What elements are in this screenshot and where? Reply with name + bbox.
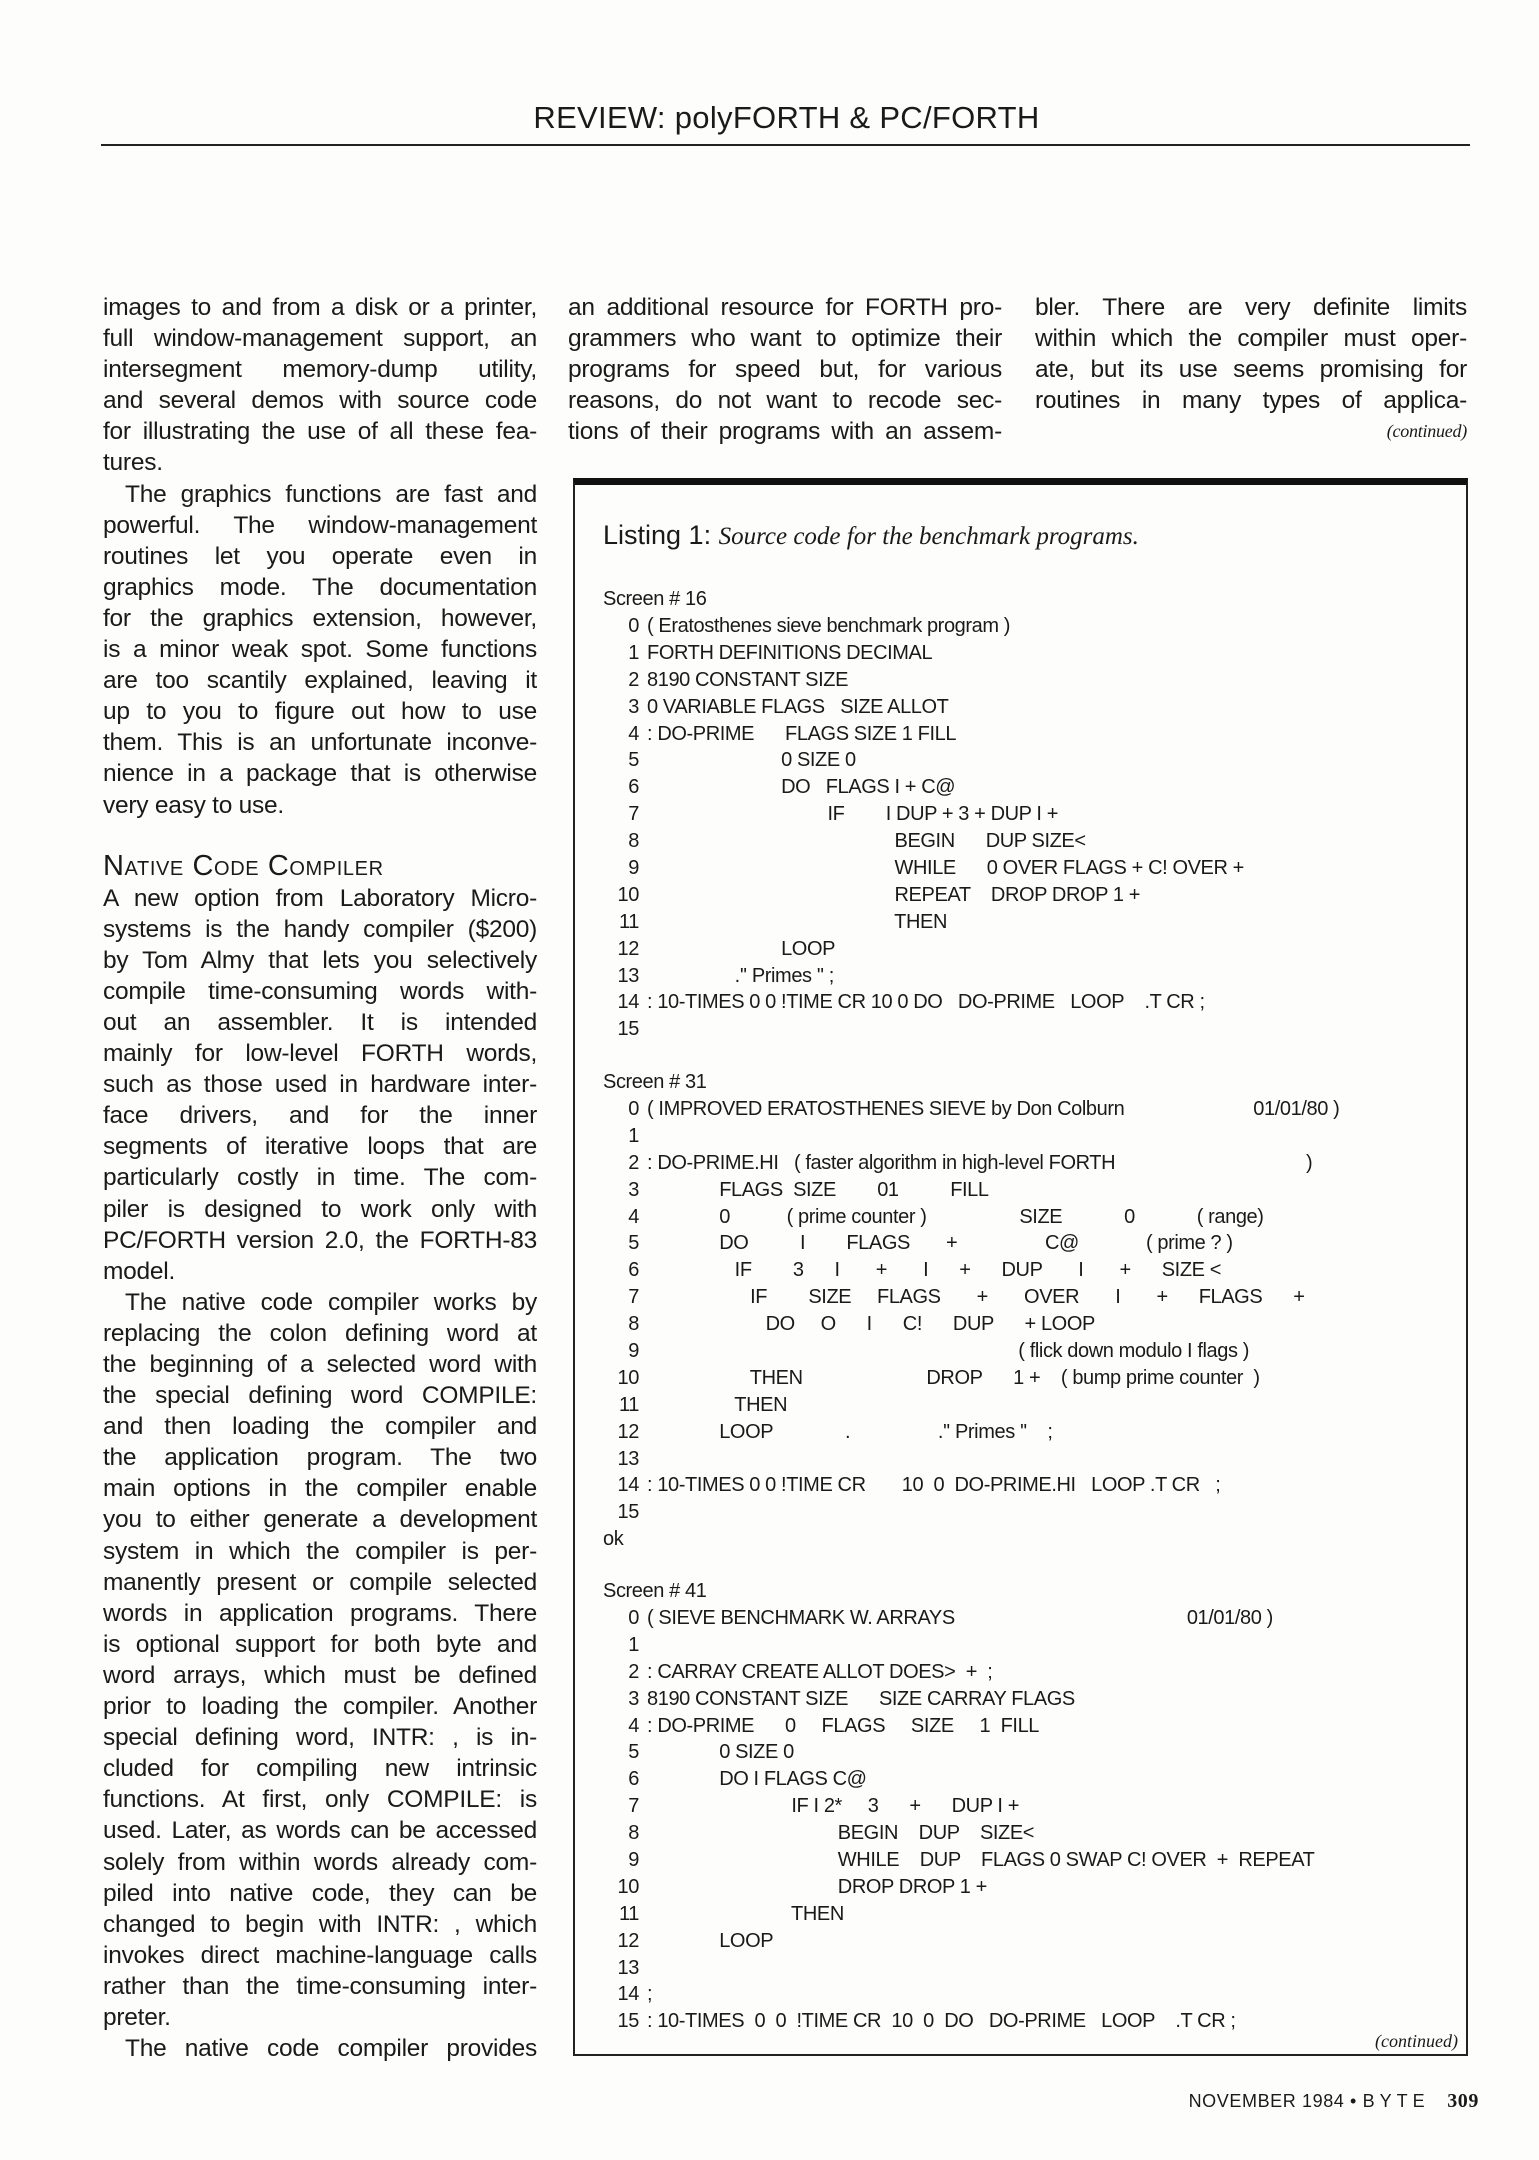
- screen-title: Screen # 16: [603, 588, 707, 610]
- text-line: used. Later, as words can be accessed: [103, 1817, 537, 1845]
- line-number: 7: [628, 803, 639, 826]
- line-number: 13: [617, 1447, 639, 1470]
- text-line: tures.: [103, 449, 163, 477]
- line-number: 11: [619, 910, 639, 933]
- code-text: THEN: [647, 910, 948, 933]
- code-line: [603, 855, 1244, 882]
- text-line: is a minor weak spot. Some functions: [103, 636, 537, 664]
- line-number: 3: [628, 695, 639, 718]
- listing-label: Listing 1:: [603, 520, 712, 550]
- line-number: 10: [617, 1366, 639, 1389]
- text-line: segments of iterative loops that are: [103, 1133, 537, 1161]
- code-line: [603, 1928, 1315, 1955]
- code-line: [603, 1419, 1339, 1446]
- line-number: 7: [628, 1795, 639, 1818]
- code-line: [603, 1016, 1244, 1043]
- magazine-name: BYTE: [1362, 2091, 1430, 2111]
- screen-title: Screen # 41: [603, 1580, 707, 1602]
- text-line: changed to begin with INTR: , which: [103, 1910, 537, 1938]
- text-line: an additional resource for FORTH pro-: [568, 294, 1002, 321]
- code-text: ( Eratosthenes sieve benchmark program ): [647, 615, 1011, 637]
- code-line: [603, 1096, 1339, 1123]
- code-line: [603, 1499, 1339, 1526]
- code-line: [603, 1820, 1315, 1847]
- code-text: [639, 1955, 647, 1982]
- code-text: : 10-TIMES 0 0 !TIME CR 10 0 DO DO-PRIME LOOP .T CR ;: [647, 991, 1205, 1014]
- code-text: THEN: [647, 1393, 788, 1416]
- code-line: [603, 774, 1244, 801]
- code-text: [639, 1446, 647, 1473]
- code-text: [639, 1632, 647, 1659]
- line-number: 14: [617, 1983, 639, 2006]
- code-text: 8190 CONSTANT SIZE: [647, 668, 849, 691]
- text-line: compile time-consuming words with-: [103, 977, 537, 1005]
- screen-31: [603, 1069, 1339, 1553]
- line-number: 8: [628, 830, 639, 853]
- text-line: very easy to use.: [103, 791, 284, 819]
- text-line: piler is designed to work only with: [103, 1195, 537, 1223]
- line-number: 1: [628, 641, 639, 664]
- text-line: rather than the time-consuming inter-: [103, 1972, 537, 2000]
- code-line: [603, 1793, 1315, 1820]
- text-line: for the graphics extension, however,: [103, 604, 537, 632]
- code-line: [603, 801, 1244, 828]
- line-number: 14: [617, 991, 639, 1014]
- text-line: systems is the handy compiler ($200): [103, 915, 537, 943]
- code-text: : DO-PRIME FLAGS SIZE 1 FILL: [647, 722, 957, 745]
- line-number: 4: [628, 1714, 639, 1737]
- section-heading: Native Code Compiler: [103, 849, 384, 882]
- code-text: : DO-PRIME 0 FLAGS SIZE 1 FILL: [647, 1714, 1040, 1737]
- text-line: nience in a package that is otherwise: [103, 760, 537, 788]
- text-line: routines in many types of applica-: [1035, 387, 1467, 415]
- code-line: [603, 721, 1244, 748]
- listing-caption: Source code for the benchmark programs.: [718, 523, 1139, 550]
- line-number: 0: [628, 615, 639, 637]
- line-number: 5: [628, 1232, 639, 1255]
- line-number: 8: [628, 1822, 639, 1845]
- line-number: 1: [628, 1124, 639, 1147]
- line-number: 6: [628, 1259, 639, 1282]
- code-line: [603, 1766, 1315, 1793]
- code-line: [603, 882, 1244, 909]
- text-line: routines let you operate even in: [103, 542, 537, 570]
- line-number: 15: [617, 2010, 639, 2033]
- text-line: out an assembler. It is intended: [103, 1008, 537, 1036]
- code-line: [603, 828, 1244, 855]
- text-line: The graphics functions are fast and: [125, 480, 537, 508]
- code-line: [603, 747, 1244, 774]
- code-text: FORTH DEFINITIONS DECIMAL: [647, 641, 933, 664]
- line-number: 12: [617, 937, 639, 960]
- line-number: 11: [619, 1902, 639, 1925]
- text-line: PC/FORTH version 2.0, the FORTH-83: [103, 1226, 537, 1254]
- code-text: DO I FLAGS + C@ ( prime ? ): [647, 1232, 1233, 1255]
- listing-continued: (continued): [1375, 2031, 1458, 2051]
- code-line: [603, 1392, 1339, 1419]
- code-text: : 10-TIMES 0 0 !TIME CR 10 0 DO-PRIME.HI LOOP .T CR ;: [647, 1474, 1221, 1497]
- screen-title: Screen # 31: [603, 1071, 707, 1093]
- code-text: WHILE DUP FLAGS 0 SWAP C! OVER + REPEAT: [647, 1849, 1315, 1872]
- code-line: [603, 1713, 1315, 1740]
- text-line: word arrays, which must be defined: [103, 1661, 537, 1689]
- code-text: BEGIN DUP SIZE<: [647, 830, 1086, 853]
- header-rule: [101, 144, 1470, 146]
- line-number: 13: [617, 1956, 639, 1979]
- line-number: 11: [619, 1393, 639, 1416]
- line-number: 6: [628, 776, 639, 799]
- footer-bullet: •: [1350, 2091, 1357, 2111]
- code-line: [603, 1955, 1315, 1982]
- code-line: [603, 613, 1244, 640]
- text-line: and several demos with source code: [103, 387, 537, 415]
- prompt-line: ok: [603, 1528, 624, 1551]
- text-line: mainly for low-level FORTH words,: [103, 1040, 537, 1068]
- code-line: [603, 640, 1244, 667]
- line-number: 7: [628, 1286, 639, 1309]
- code-line: [603, 1257, 1339, 1284]
- line-number: 2: [628, 1660, 639, 1683]
- code-line: [603, 1150, 1339, 1177]
- text-line: you to either generate a development: [103, 1506, 537, 1534]
- code-line: [603, 1177, 1339, 1204]
- code-line: [603, 1901, 1315, 1928]
- text-line: system in which the compiler is per-: [103, 1537, 537, 1565]
- listing-title: [603, 520, 1139, 551]
- line-number: 15: [617, 1018, 639, 1041]
- code-text: ( SIEVE BENCHMARK W. ARRAYS 01/01/80 ): [647, 1607, 1273, 1629]
- text-line: piled into native code, they can be: [103, 1879, 537, 1907]
- line-number: 5: [628, 1741, 639, 1764]
- screen-16: [603, 586, 1244, 1043]
- column-3: [1035, 292, 1467, 447]
- line-number: 9: [628, 1340, 639, 1363]
- code-text: LOOP . .'' Primes '' ;: [647, 1420, 1053, 1443]
- line-number: 2: [628, 1151, 639, 1174]
- code-line: [603, 1605, 1315, 1632]
- code-text: IF I 2* 3 + DUP I +: [647, 1795, 1020, 1818]
- page-number: 309: [1447, 2090, 1479, 2112]
- line-number: 10: [617, 883, 639, 906]
- code-line: [603, 1632, 1315, 1659]
- code-text: 0 ( prime counter ) SIZE 0 ( range): [647, 1205, 1264, 1228]
- text-line: up to you to figure out how to use: [103, 698, 537, 726]
- line-number: 12: [617, 1929, 639, 1952]
- code-line: [603, 963, 1244, 990]
- code-line: [603, 1311, 1339, 1338]
- text-line: manently present or compile selected: [103, 1568, 537, 1596]
- code-text: FLAGS SIZE 01 FILL: [647, 1178, 989, 1201]
- code-text: LOOP: [647, 937, 836, 960]
- code-line: [603, 694, 1244, 721]
- code-line: [603, 1686, 1315, 1713]
- code-text: ( IMPROVED ERATOSTHENES SIEVE by Don Colburn 01/01/80 ): [647, 1098, 1340, 1120]
- code-line: [603, 1847, 1315, 1874]
- code-text: REPEAT DROP DROP 1 +: [647, 883, 1141, 906]
- line-number: 9: [628, 857, 639, 880]
- line-number: 6: [628, 1768, 639, 1791]
- text-line: full window-management support, an: [103, 325, 537, 353]
- code-line: [603, 1874, 1315, 1901]
- text-line: the application program. The two: [103, 1444, 537, 1472]
- line-number: 12: [617, 1420, 639, 1443]
- text-line: is optional support for both byte and: [103, 1630, 537, 1658]
- code-text: LOOP: [647, 1929, 774, 1952]
- code-text: : 10-TIMES 0 0 !TIME CR 10 0 DO DO-PRIME LOOP .T CR ;: [647, 2010, 1236, 2033]
- code-line: [603, 1204, 1339, 1231]
- text-line: prior to loading the compiler. Another: [103, 1693, 537, 1721]
- text-line: them. This is an unfortunate inconve-: [103, 729, 537, 757]
- code-line: [603, 1123, 1339, 1150]
- running-head: REVIEW: polyFORTH & PC/FORTH: [533, 100, 1040, 135]
- line-number: 2: [628, 668, 639, 691]
- code-text: DROP DROP 1 +: [647, 1875, 987, 1898]
- text-line: functions. At first, only COMPILE: is: [103, 1786, 537, 1814]
- text-line: special defining word, INTR: , is in-: [103, 1724, 537, 1752]
- text-line: model.: [103, 1257, 176, 1285]
- code-text: THEN DROP 1 + ( bump prime counter ): [647, 1366, 1260, 1389]
- text-line: grammers who want to optimize their: [568, 325, 1002, 353]
- text-line: solely from within words already com-: [103, 1848, 537, 1876]
- text-line: reasons, do not want to recode sec-: [568, 387, 1002, 415]
- code-line: [603, 936, 1244, 963]
- code-text: IF 3 I + I + DUP I + SIZE <: [647, 1259, 1222, 1282]
- text-line: ate, but its use seems promising for: [1035, 356, 1467, 384]
- code-line: [603, 989, 1244, 1016]
- text-line: main options in the compiler enable: [103, 1475, 537, 1503]
- line-number: 3: [628, 1178, 639, 1201]
- code-text: WHILE 0 OVER FLAGS + C! OVER +: [647, 857, 1244, 880]
- code-text: DO O I C! DUP + LOOP: [647, 1313, 1095, 1336]
- text-line: bler. There are very definite limits: [1035, 294, 1467, 321]
- code-line: [603, 1230, 1339, 1257]
- line-number: 4: [628, 1205, 639, 1228]
- code-text: : DO-PRIME.HI ( faster algorithm in high-level FORTH ): [647, 1151, 1313, 1174]
- code-line: [603, 1739, 1315, 1766]
- line-number: 8: [628, 1313, 639, 1336]
- code-text: BEGIN DUP SIZE<: [647, 1822, 1035, 1845]
- text-line: and then loading the compiler and: [103, 1413, 537, 1441]
- code-line: [603, 1338, 1339, 1365]
- text-line: are too scantily explained, leaving it: [103, 667, 537, 695]
- text-line: such as those used in hardware inter-: [103, 1071, 537, 1099]
- code-text: 0 SIZE 0: [647, 1741, 794, 1764]
- code-text: DO I FLAGS C@: [647, 1768, 867, 1791]
- line-number: 15: [617, 1501, 639, 1524]
- text-line: powerful. The window-management: [103, 511, 537, 539]
- code-text: 0 VARIABLE FLAGS SIZE ALLOT: [647, 695, 949, 718]
- code-text: : CARRAY CREATE ALLOT DOES> + ;: [647, 1660, 993, 1683]
- code-text: IF SIZE FLAGS + OVER I + FLAGS +: [647, 1286, 1305, 1309]
- page-footer: [1189, 2090, 1479, 2113]
- code-line: [603, 1446, 1339, 1473]
- code-text: DO FLAGS I + C@: [647, 776, 956, 799]
- code-line: [603, 667, 1244, 694]
- text-line: images to and from a disk or a printer,: [103, 294, 537, 321]
- listing-box: [573, 478, 1468, 2056]
- text-line: replacing the colon defining word at: [103, 1319, 537, 1347]
- code-line: [603, 1981, 1315, 2008]
- line-number: 9: [628, 1849, 639, 1872]
- code-text: THEN: [647, 1902, 844, 1925]
- text-line: words in application programs. There: [103, 1599, 537, 1627]
- line-number: 3: [628, 1687, 639, 1710]
- code-text: ( flick down modulo I flags ): [647, 1340, 1249, 1363]
- text-line: particularly costly in time. The com-: [103, 1164, 537, 1192]
- code-line: [603, 1472, 1339, 1499]
- code-text: 0 SIZE 0: [647, 749, 856, 772]
- code-text: 8190 CONSTANT SIZE SIZE CARRAY FLAGS: [647, 1687, 1075, 1710]
- text-line: The native code compiler provides: [125, 2035, 537, 2063]
- text-line: programs for speed but, for various: [568, 356, 1002, 384]
- code-line: [603, 909, 1244, 936]
- line-number: 5: [628, 749, 639, 772]
- code-line: [603, 1365, 1339, 1392]
- text-line: tions of their programs with an assem-: [568, 418, 1002, 446]
- text-line: preter.: [103, 2003, 171, 2031]
- code-line: [603, 1284, 1339, 1311]
- column-2: [568, 292, 1002, 447]
- text-line: intersegment memory-dump utility,: [103, 356, 537, 384]
- text-line: The native code compiler works by: [125, 1288, 537, 1316]
- line-number: 10: [617, 1875, 639, 1898]
- text-line: for illustrating the use of all these fea-: [103, 418, 537, 446]
- code-text: ;: [647, 1983, 653, 2006]
- line-number: 14: [617, 1474, 639, 1497]
- line-number: 4: [628, 722, 639, 745]
- screen-41: [603, 1578, 1315, 2035]
- column-1: [103, 292, 537, 2064]
- text-line: cluded for compiling new intrinsic: [103, 1755, 537, 1783]
- code-text: .'' Primes '' ;: [647, 964, 834, 987]
- text-line: graphics mode. The documentation: [103, 573, 537, 601]
- code-line: [603, 2008, 1315, 2035]
- text-line: within which the compiler must oper-: [1035, 325, 1467, 353]
- issue-date: NOVEMBER 1984: [1188, 2091, 1345, 2111]
- code-text: IF I DUP + 3 + DUP I +: [647, 803, 1059, 826]
- text-line: by Tom Almy that lets you selectively: [103, 946, 537, 974]
- line-number: 13: [617, 964, 639, 987]
- code-text: [639, 1499, 647, 1526]
- code-text: [639, 1016, 647, 1043]
- text-line: A new option from Laboratory Micro-: [103, 884, 537, 912]
- text-line: invokes direct machine-language calls: [103, 1941, 537, 1969]
- line-number: 0: [628, 1607, 639, 1629]
- line-number: 1: [628, 1633, 639, 1656]
- text-line: the beginning of a selected word with: [103, 1351, 537, 1378]
- code-text: [639, 1123, 647, 1150]
- code-line: [603, 1659, 1315, 1686]
- line-number: 0: [628, 1098, 639, 1120]
- continued-note: (continued): [1386, 421, 1467, 442]
- text-line: the special defining word COMPILE:: [103, 1382, 537, 1410]
- text-line: face drivers, and for the inner: [103, 1102, 537, 1130]
